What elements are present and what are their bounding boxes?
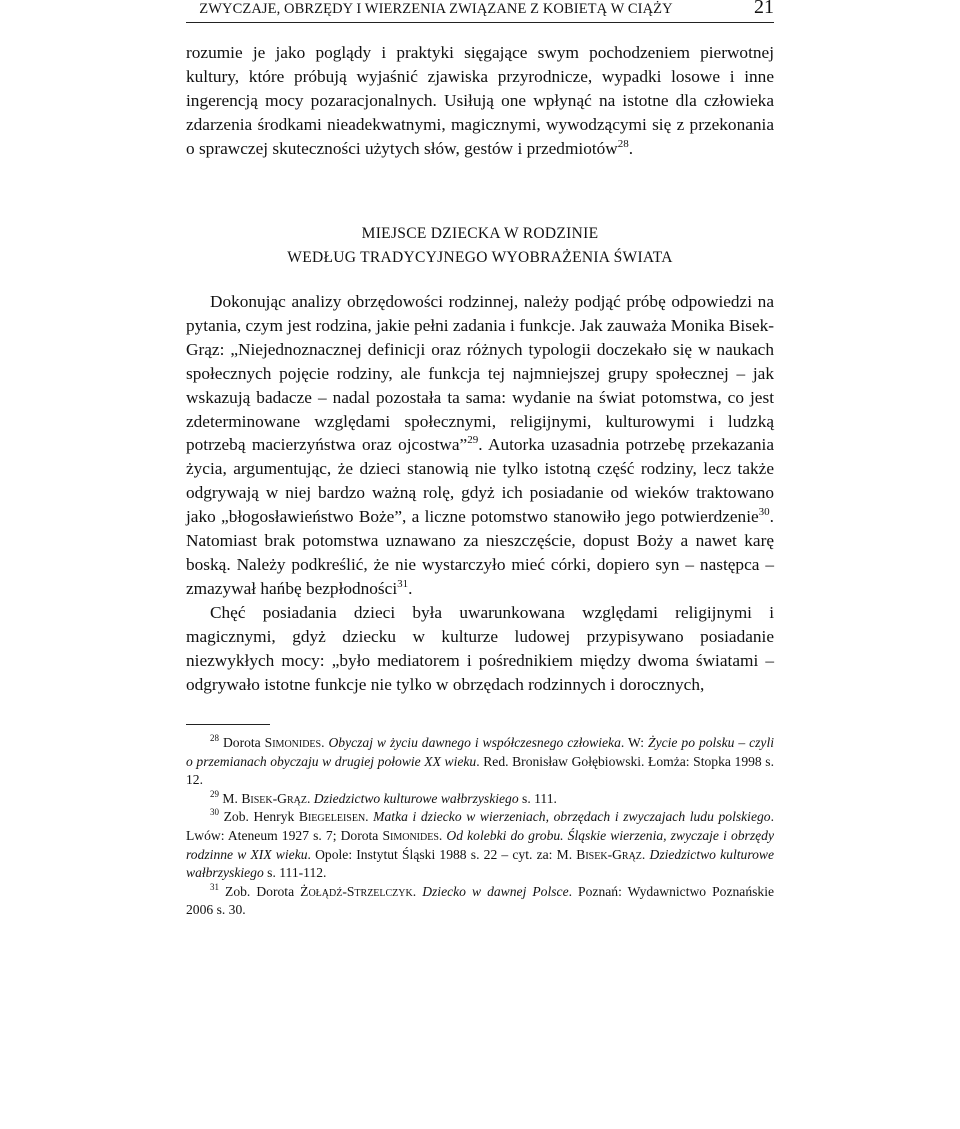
footnote-author: Bisek-Grąz — [576, 846, 642, 862]
footnote-ref-31[interactable]: 31 — [397, 577, 409, 590]
footnote-31: $^{31}$ Zob. Dorota Żołądź-Strzelczyk. Dziecko w dawnej Polsce. Poznań: Wydawnictwo Poznańskie 2006 s. 30. — [186, 881, 775, 918]
paragraph-1-part2: . Autorka uzasadnia potrzebę przekazania życia, argumentując, że dzieci stanowią nie tylko istotną część rodziny, lecz także odgrywają w niej bardzo ważną rolę, gdyż ich posiadanie od wieków traktowano jako „błogosławieństwo Boże”, a liczne potomstwo stanowiło jego potwierdzenie — [186, 435, 774, 527]
footnote-title: Obyczaj w życiu dawnego i współczesnego człowieka — [328, 735, 621, 750]
footnote-title: Dziedzictwo kulturowe wałbrzyskiego — [313, 790, 519, 806]
intro-paragraph — [186, 41, 774, 161]
footnote-ref-28[interactable]: 28 — [617, 137, 629, 150]
footnote-29: $^{29}$ M. Bisek-Grąz. Dziedzictwo kulturowe wałbrzyskiego s. 111. — [210, 788, 557, 806]
footnote-number: 29 — [210, 788, 219, 799]
footnote-author: Bisek-Grąz — [241, 790, 307, 806]
intro-text: rozumie je jako poglądy i praktyki sięgające swym pochodzeniem pierwotnej kultury, które próbują wyjaśnić zjawiska przyrodnicze, wypadki losowe i inne ingerencją mocy pozaracjonalnych. Usiłują one wpłynąć na istotne dla człowieka zdarzenia środkami nieadekwatnymi, magicznymi, wywodzącymi się z przekonania o sprawczej skuteczności użytych słów, gestów i przedmiotów — [186, 43, 774, 158]
paragraph-1-part3: . Natomiast brak potomstwa uznawano za nieszczęście, dopust Boży a nawet karę boską. Należy podkreślić, że nie wystarczyło mieć córki, dopiero syn – następca – zmazywał hańbę bezpłodności — [186, 507, 774, 598]
footnote-title: Matka i dziecko w wierzeniach, obrzędach i zwyczajach ludu polskiego — [373, 809, 771, 825]
footnote-author: Simonides — [264, 735, 322, 750]
footnote-title: Życie po polsku – czyli o przemianach obyczaju w drugiej połowie XX wieku — [186, 735, 775, 769]
section-heading-line2: WEDŁUG TRADYCYJNEGO WYOBRAŻENIA ŚWIATA — [287, 249, 673, 266]
footnotes — [186, 734, 774, 920]
paragraph-child-magic: Chęć posiadania dzieci była uwarunkowana względami religijnymi i magicznymi, gdyż dziecku w kulturze ludowej przypisywano posiadanie niezwykłych mocy: „było mediatorem i pośrednikiem między dwoma światami – odgrywało istotne funkcje nie tylko w obrzędach rodzinnych i dorocznych, — [186, 602, 774, 694]
paragraph-1-part1: Dokonując analizy obrzędowości rodzinnej, należy podjąć próbę odpowiedzi na pytania, czym jest rodzina, jakie pełni zadania i funkcje. Jak zauważa Monika Bisek-Grąz: „Niejednoznacznej definicji oraz różnych typologii doczekało się w naukach społecznych pojęcie rodziny, ale funkcja tej najmniejszej grupy społecznej – jak wskazują badacze – nadal pozostała ta sama: wydanie na świat potomstwa, co jest zdeterminowane względami społecznymi, religijnymi, kulturowymi i ludzką potrzebą macierzyństwa oraz ojcostwa” — [186, 292, 774, 455]
section-heading — [186, 222, 774, 270]
footnote-ref-29[interactable]: 29 — [467, 434, 479, 447]
footnote-30: $^{30}$ Zob. Henryk Biegeleisen. Matka i dziecko w wierzeniach, obrzędach i zwyczajach ludu polskiego. Lwów: Ateneum 1927 s. 7; Dorota Simonides. Od kolebki do grobu. Śląskie wierzenia, zwyczaje i obrzędy rodzinne w XIX wieku. Opole: Instytut Śląski 1988 s. 22 – cyt. za: M. Bisek-Grąz. Dziedzictwo kulturowe wałbrzyskiego s. 111-112. — [186, 807, 774, 881]
running-header — [186, 0, 774, 23]
footnote-author: Żołądź-Strzelczyk — [300, 883, 413, 899]
running-title: ZWYCZAJE, OBRZĘDY I WIERZENIA ZWIĄZANE Z KOBIETĄ W CIĄŻY — [199, 1, 673, 17]
section-heading-line1: MIEJSCE DZIECKA W RODZINIE — [361, 225, 599, 242]
footnote-title: Dziecko w dawnej Polsce — [422, 883, 569, 899]
paragraph-1-end: . — [408, 578, 413, 598]
footnote-ref-30[interactable]: 30 — [758, 506, 770, 519]
paragraph-family-role — [186, 290, 774, 601]
footnote-number: 31 — [210, 881, 219, 892]
footnote-title: Od kolebki do grobu. Śląskie wierzenia, zwyczaje i obrzędy rodzinne w XIX wieku — [186, 827, 774, 862]
footnote-author: Simonides — [382, 827, 439, 843]
footnote-author: Biegeleisen — [298, 809, 366, 825]
footnote-separator — [186, 724, 270, 725]
footnote-title: Dziedzictwo kulturowe wałbrzyskiego — [186, 846, 774, 881]
page-number: 21 — [754, 0, 774, 18]
footnote-number: 30 — [210, 807, 219, 818]
footnote-28: $^{28}$ Dorota Simonides. Obyczaj w życiu dawnego i współczesnego człowieka. W: Życie po polsku – czyli o przemianach obyczaju w drugiej połowie XX wieku. Red. Bronisław Gołębiowski. Łomża: Stopka 1998 s. 12. — [186, 733, 775, 788]
intro-end: . — [628, 138, 634, 158]
footnote-number: 28 — [210, 733, 219, 743]
main-text — [186, 290, 774, 696]
